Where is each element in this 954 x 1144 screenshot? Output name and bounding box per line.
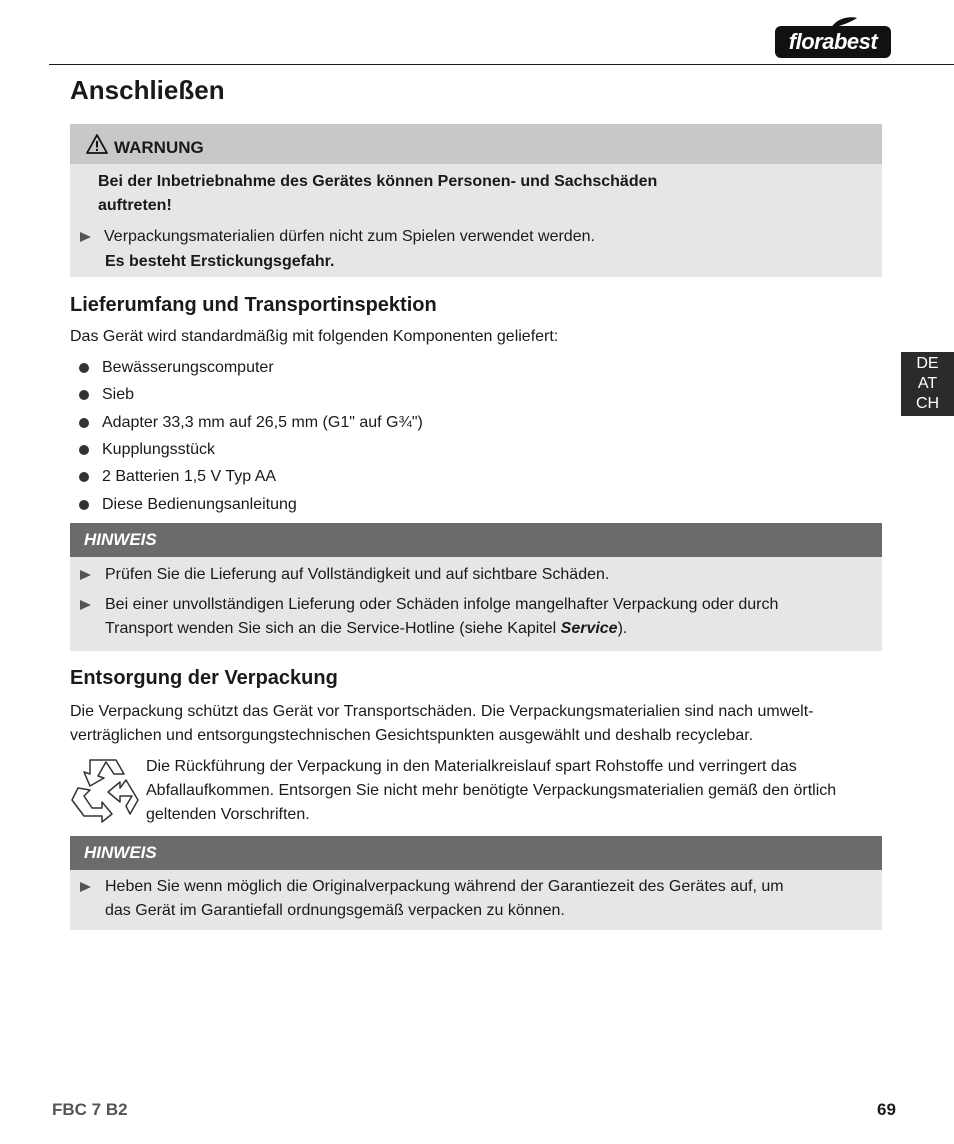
bullet-icon	[79, 363, 89, 373]
note-box-delivery	[70, 523, 882, 651]
note-line-1: Heben Sie wenn möglich die Originalverpackung während der Garantiezeit des Gerätes auf, um	[105, 878, 784, 895]
bullet-icon	[79, 472, 89, 482]
arrow-bullet-icon	[80, 570, 91, 580]
language-code: AT	[917, 375, 938, 392]
page-number: 69	[877, 1100, 896, 1119]
note-label: HINWEIS	[84, 530, 157, 549]
recycle-text-line-1: Die Rückführung der Verpackung in den Materialkreislauf spart Rohstoffe und verringert das	[146, 758, 797, 775]
brand-logo	[775, 20, 893, 60]
arrow-bullet-icon	[80, 232, 91, 242]
warning-item-bold: Es besteht Erstickungsgefahr.	[105, 253, 335, 270]
list-item: Sieb	[102, 386, 135, 403]
section-heading-lieferumfang: Lieferumfang und Transportinspektion	[70, 294, 437, 316]
note-header	[70, 836, 882, 870]
recycle-text-line-3: geltenden Vorschriften.	[146, 806, 310, 823]
section2-para-line-1: Die Verpackung schützt das Gerät vor Transportschäden. Die Verpackungsmaterialien sind nach umwelt-	[70, 703, 814, 720]
list-item: Adapter 33,3 mm auf 26,5 mm (G1" auf G¾")	[102, 414, 423, 431]
note-header	[70, 523, 882, 557]
list-item: Kupplungsstück	[102, 441, 215, 458]
bullet-icon	[79, 390, 89, 400]
logo-text: florabest	[775, 26, 891, 58]
warning-label: WARNUNG	[114, 138, 204, 157]
note-item-2-line-1: Bei einer unvollständigen Lieferung oder Schäden infolge mangelhafter Verpackung oder durch	[105, 596, 779, 613]
section1-intro: Das Gerät wird standardmäßig mit folgenden Komponenten geliefert:	[70, 328, 559, 345]
warning-item-text: Verpackungsmaterialien dürfen nicht zum Spielen verwendet werden.	[104, 228, 595, 245]
section2-para-line-2: verträglichen und entsorgungstechnischen Gesichtspunkten ausgewählt und deshalb recyclebar.	[70, 727, 754, 744]
note-box-packaging	[70, 836, 882, 930]
warning-lead-line-2: auftreten!	[98, 197, 172, 214]
recycle-text-line-2: Abfallaufkommen. Entsorgen Sie nicht mehr benötigte Verpackungsmaterialien gemäß den örtlich	[146, 782, 837, 799]
header-rule	[49, 64, 954, 65]
page-title: Anschließen	[70, 75, 225, 105]
bullet-icon	[79, 418, 89, 428]
arrow-bullet-icon	[80, 882, 91, 892]
language-tab	[901, 352, 954, 416]
arrow-bullet-icon	[80, 600, 91, 610]
note-item-1: Prüfen Sie die Lieferung auf Vollständigkeit und auf sichtbare Schäden.	[105, 566, 610, 583]
footer-model: FBC 7 B2	[52, 1100, 128, 1119]
bullet-icon	[79, 500, 89, 510]
warning-lead-line-1: Bei der Inbetriebnahme des Gerätes können Personen- und Sachschäden	[98, 173, 658, 190]
note-line-2: das Gerät im Garantiefall ordnungsgemäß verpacken zu können.	[105, 902, 565, 919]
note-item-2-line-2	[105, 617, 627, 641]
section-heading-entsorgung: Entsorgung der Verpackung	[70, 667, 338, 689]
list-item: Diese Bedienungsanleitung	[102, 496, 297, 513]
language-code: DE	[916, 355, 939, 372]
note-text: ).	[617, 620, 628, 637]
warning-triangle-icon	[86, 134, 108, 154]
recycling-icon	[70, 756, 140, 824]
warning-box	[70, 124, 882, 277]
list-item: 2 Batterien 1,5 V Typ AA	[102, 468, 277, 485]
warning-header	[70, 124, 882, 164]
service-chapter-ref: Service	[560, 620, 618, 637]
list-item: Bewässerungscomputer	[102, 359, 274, 376]
note-label: HINWEIS	[84, 843, 157, 862]
language-code: CH	[915, 395, 940, 412]
note-text: Transport wenden Sie sich an die Service-Hotline (siehe Kapitel	[105, 620, 561, 637]
bullet-icon	[79, 445, 89, 455]
